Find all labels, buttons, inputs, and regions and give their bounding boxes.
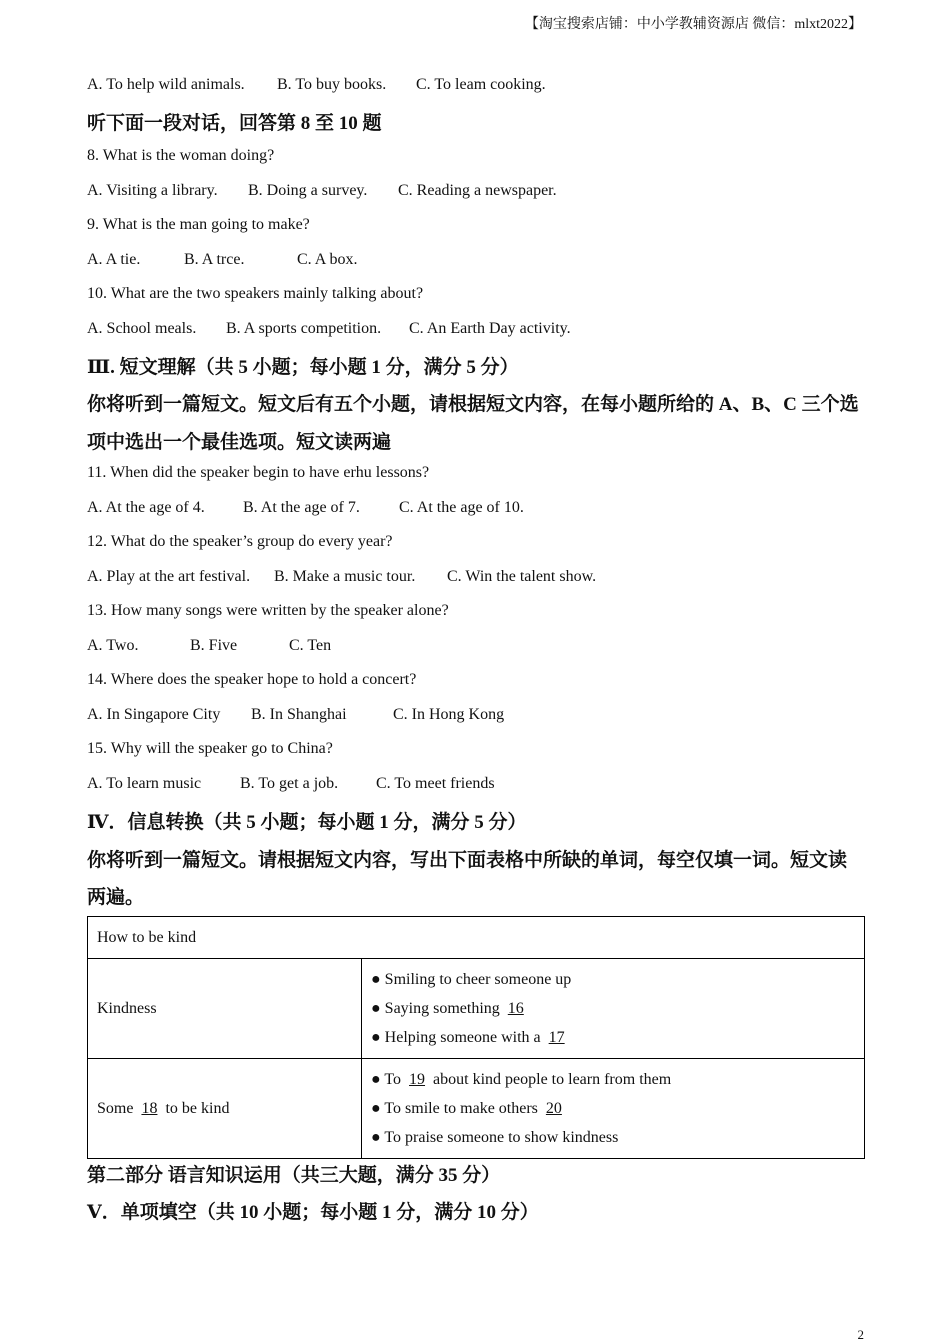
q12-option-c: C. Win the talent show. (447, 568, 597, 585)
q15-options (87, 775, 495, 793)
bullet-text: ● To smile to make others (371, 1100, 542, 1117)
table-title: How to be kind (88, 917, 865, 959)
q8-option-c: C. Reading a newspaper. (398, 182, 557, 199)
bullet-item: ● Smiling to cheer someone up (371, 971, 572, 988)
q15-question: 15. Why will the speaker go to China? (87, 740, 333, 757)
blank-17[interactable]: 17 (548, 1029, 565, 1046)
bullet-item (371, 1023, 855, 1052)
q7-options (87, 76, 546, 94)
q9-question: 9. What is the man going to make? (87, 216, 310, 233)
q12-options (87, 568, 596, 586)
q14-option-a: A. In Singapore City (87, 706, 221, 723)
q14-option-b: B. In Shanghai (251, 706, 347, 723)
q10-option-c: C. An Earth Day activity. (409, 320, 571, 337)
bullet-item (371, 994, 855, 1023)
bullet-text: ● Helping someone with a (371, 1029, 545, 1046)
table-row-label-kindness: Kindness (88, 959, 362, 1059)
section4-instructions-1: 你将听到一篇短文。请根据短文内容，写出下面表格中所缺的单词，每空仅填一词。短文读 (87, 850, 848, 871)
q8-options (87, 182, 557, 200)
q11-option-b: B. At the age of 7. (243, 499, 360, 516)
bullet-item (371, 1094, 855, 1123)
q11-option-c: C. At the age of 10. (399, 499, 524, 516)
q10-options (87, 320, 571, 338)
bullet-item (371, 1065, 855, 1094)
q9-option-b: B. A trce. (184, 251, 245, 268)
table-row-bullets (362, 1059, 865, 1159)
q13-options (87, 637, 331, 655)
q15-option-c: C. To meet friends (376, 775, 495, 792)
table-title-row (88, 917, 865, 959)
dialog-8-10-heading: 听下面一段对话，回答第 8 至 10 题 (87, 113, 382, 134)
bullet-text: ● Saying something (371, 1000, 504, 1017)
q7-option-a: A. To help wild animals. (87, 76, 245, 93)
section4-instructions-2: 两遍。 (87, 887, 145, 908)
q10-option-a: A. School meals. (87, 320, 197, 337)
page-header: 【淘宝搜索店铺：中小学教辅资源店 微信：mlxt2022】 (524, 17, 862, 32)
q14-option-c: C. In Hong Kong (393, 706, 505, 723)
q9-option-c: C. A box. (297, 251, 358, 268)
q13-question: 13. How many songs were written by the speaker alone? (87, 602, 449, 619)
table-row (88, 1059, 865, 1159)
label-text: Some (97, 1099, 138, 1117)
bullet-item: ● To praise someone to show kindness (371, 1129, 619, 1146)
q13-option-c: C. Ten (289, 637, 332, 654)
q15-option-a: A. To learn music (87, 775, 202, 792)
q7-option-c: C. To leam cooking. (416, 76, 546, 93)
blank-20[interactable]: 20 (545, 1100, 562, 1117)
q7-option-b: B. To buy books. (277, 76, 387, 93)
q8-option-b: B. Doing a survey. (248, 182, 368, 199)
page-number: 2 (857, 1327, 864, 1342)
q11-options (87, 499, 524, 517)
q14-options (87, 706, 504, 724)
table-row-label-ways (88, 1059, 362, 1159)
q9-options (87, 251, 357, 269)
blank-16[interactable]: 16 (507, 1000, 524, 1017)
bullet-text: about kind people to learn from them (429, 1071, 672, 1088)
q12-option-b: B. Make a music tour. (274, 568, 416, 585)
q8-option-a: A. Visiting a library. (87, 182, 218, 199)
q10-question: 10. What are the two speakers mainly talking about? (87, 285, 424, 302)
q12-option-a: A. Play at the art festival. (87, 568, 251, 585)
q11-option-a: A. At the age of 4. (87, 499, 205, 516)
q10-option-b: B. A sports competition. (226, 320, 382, 337)
q8-question: 8. What is the woman doing? (87, 147, 275, 164)
q12-question: 12. What do the speaker’s group do every year? (87, 533, 393, 550)
table-row (88, 959, 865, 1059)
section5-title: Ⅴ．单项填空（共 10 小题；每小题 1 分，满分 10 分） (87, 1202, 539, 1223)
section3-title: Ⅲ. 短文理解（共 5 小题；每小题 1 分，满分 5 分） (87, 357, 519, 378)
info-table (87, 916, 865, 1159)
table-row-bullets (362, 959, 865, 1059)
q14-question: 14. Where does the speaker hope to hold a concert? (87, 671, 417, 688)
q13-option-b: B. Five (190, 637, 238, 654)
q13-option-a: A. Two. (87, 637, 139, 654)
bullet-text: ● To (371, 1071, 406, 1088)
q15-option-b: B. To get a job. (240, 775, 339, 792)
blank-18[interactable]: 18 (141, 1099, 158, 1117)
q11-question: 11. When did the speaker begin to have erhu lessons? (87, 464, 430, 481)
label-text: to be kind (161, 1099, 230, 1117)
section3-instructions-2: 项中选出一个最佳选项。短文读两遍 (87, 432, 392, 453)
section4-title: Ⅳ．信息转换（共 5 小题；每小题 1 分，满分 5 分） (87, 812, 527, 833)
part2-title: 第二部分 语言知识运用（共三大题，满分 35 分） (87, 1165, 501, 1186)
q9-option-a: A. A tie. (87, 251, 141, 268)
section3-instructions-1: 你将听到一篇短文。短文后有五个小题，请根据短文内容，在每小题所给的 A、B、C 三个选 (87, 394, 859, 415)
blank-19[interactable]: 19 (409, 1071, 426, 1088)
